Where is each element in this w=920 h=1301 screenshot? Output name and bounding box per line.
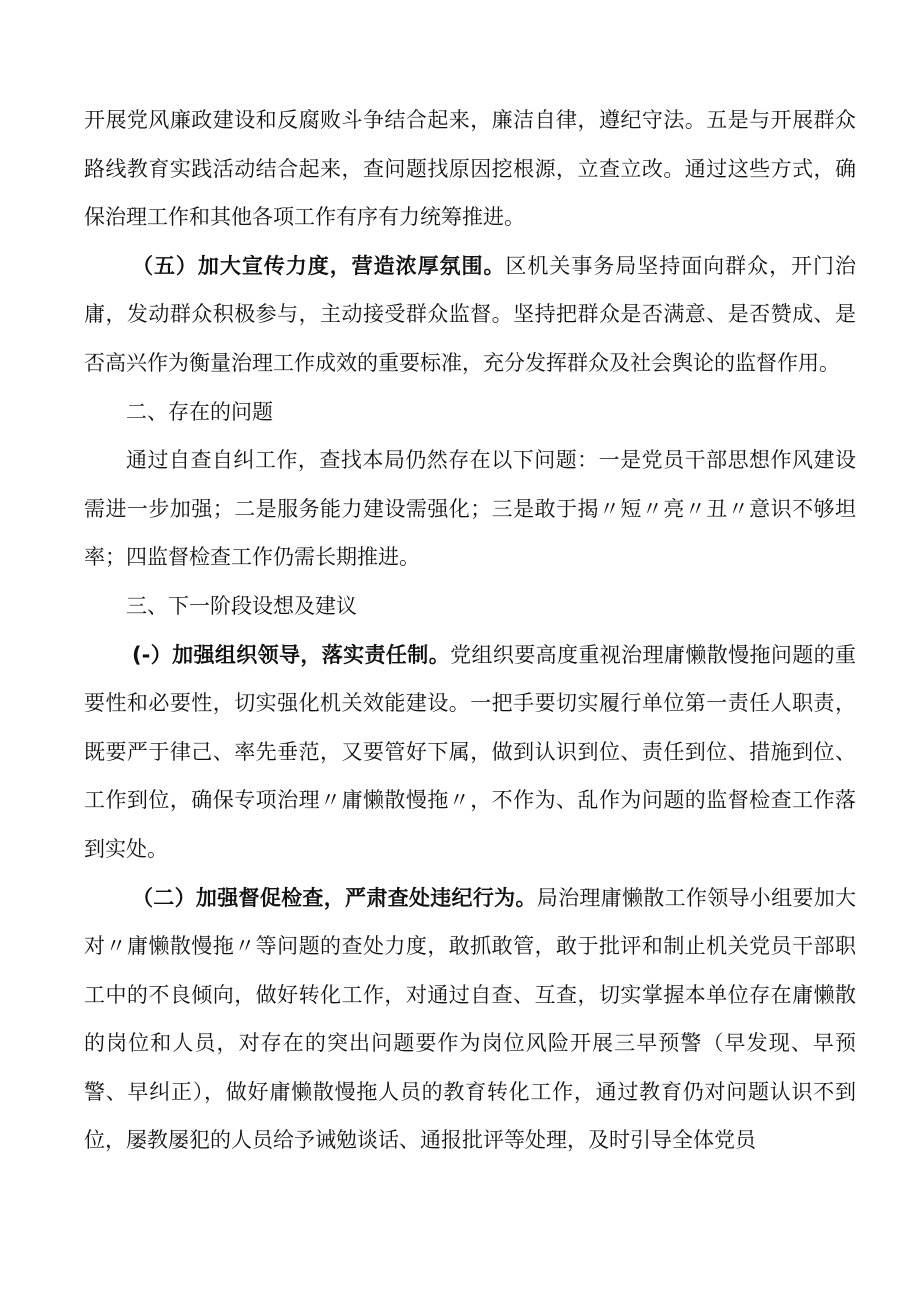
paragraph-item-two [84,874,856,1166]
section-heading-next-steps [84,582,856,631]
paragraph-text: 党组织要高度重视治理庸懒散慢拖问题的重要性和必要性，切实强化机关效能建设。一把手要切实履行单位第一责任人职责，既要严于律己、率先垂范，又要管好下属，做到认识到位、责任到位、措施到位、工作到位，确保专项治理〃庸懒散慢拖〃，不作为、乱作为问题的监督检查工作落到实处。 [84,642,857,861]
section-heading-text: 二、存在的问题 [126,399,273,424]
paragraph-text: 局治理庸懒散工作领导小组要加大对〃庸懒散慢拖〃等问题的查处力度，敢抓敢管，敢于批评和制止机关党员干部职工中的不良倾向，做好转化工作，对通过自查、互查，切实掌握本单位存在庸懒散的岗位和人员，对存在的突出问题要作为岗位风险开展三早预警（早发现、早预警、早纠正），做好庸懒散慢拖人员的教育转化工作，通过教育仍对问题认识不到位，屡教屡犯的人员给予诫勉谈话、通报批评等处理，及时引导全体党员 [84,885,857,1153]
paragraph-continuation [84,96,856,242]
paragraph-heading: （五）加大宣传力度，营造浓厚氛围。 [132,253,506,278]
section-heading-text: 三、下一阶段设想及建议 [126,593,357,618]
paragraph-text: 通过自查自纠工作，查找本局仍然存在以下问题：一是党员干部思想作风建设需进一步加强；二是服务能力建设需强化；三是敢于揭〃短〃亮〃丑〃意识不够坦率；四监督检查工作仍需长期推进。 [84,448,856,570]
section-heading-problems [84,388,856,437]
document-body [84,96,856,1165]
paragraph-text: 开展党风廉政建设和反腐败斗争结合起来，廉洁自律，遵纪守法。五是与开展群众路线教育实践活动结合起来，查问题找原因挖根源，立查立改。通过这些方式，确保治理工作和其他各项工作有序有力统筹推进。 [84,108,856,230]
paragraph-heading: （二）加强督促检查，严肃查处违纪行为。 [132,885,537,910]
paragraph-text: 区机关事务局坚持面向群众，开门治庸，发动群众积极参与，主动接受群众监督。坚持把群众是否满意、是否赞成、是否高兴作为衡量治理工作成效的重要标准，充分发挥群众及社会舆论的监督作用。 [84,253,856,375]
paragraph-item-one [84,631,856,874]
paragraph-heading: (-）加强组织领导，落实责任制。 [132,642,451,667]
paragraph-problems [84,436,856,582]
paragraph-section-five [84,242,856,388]
